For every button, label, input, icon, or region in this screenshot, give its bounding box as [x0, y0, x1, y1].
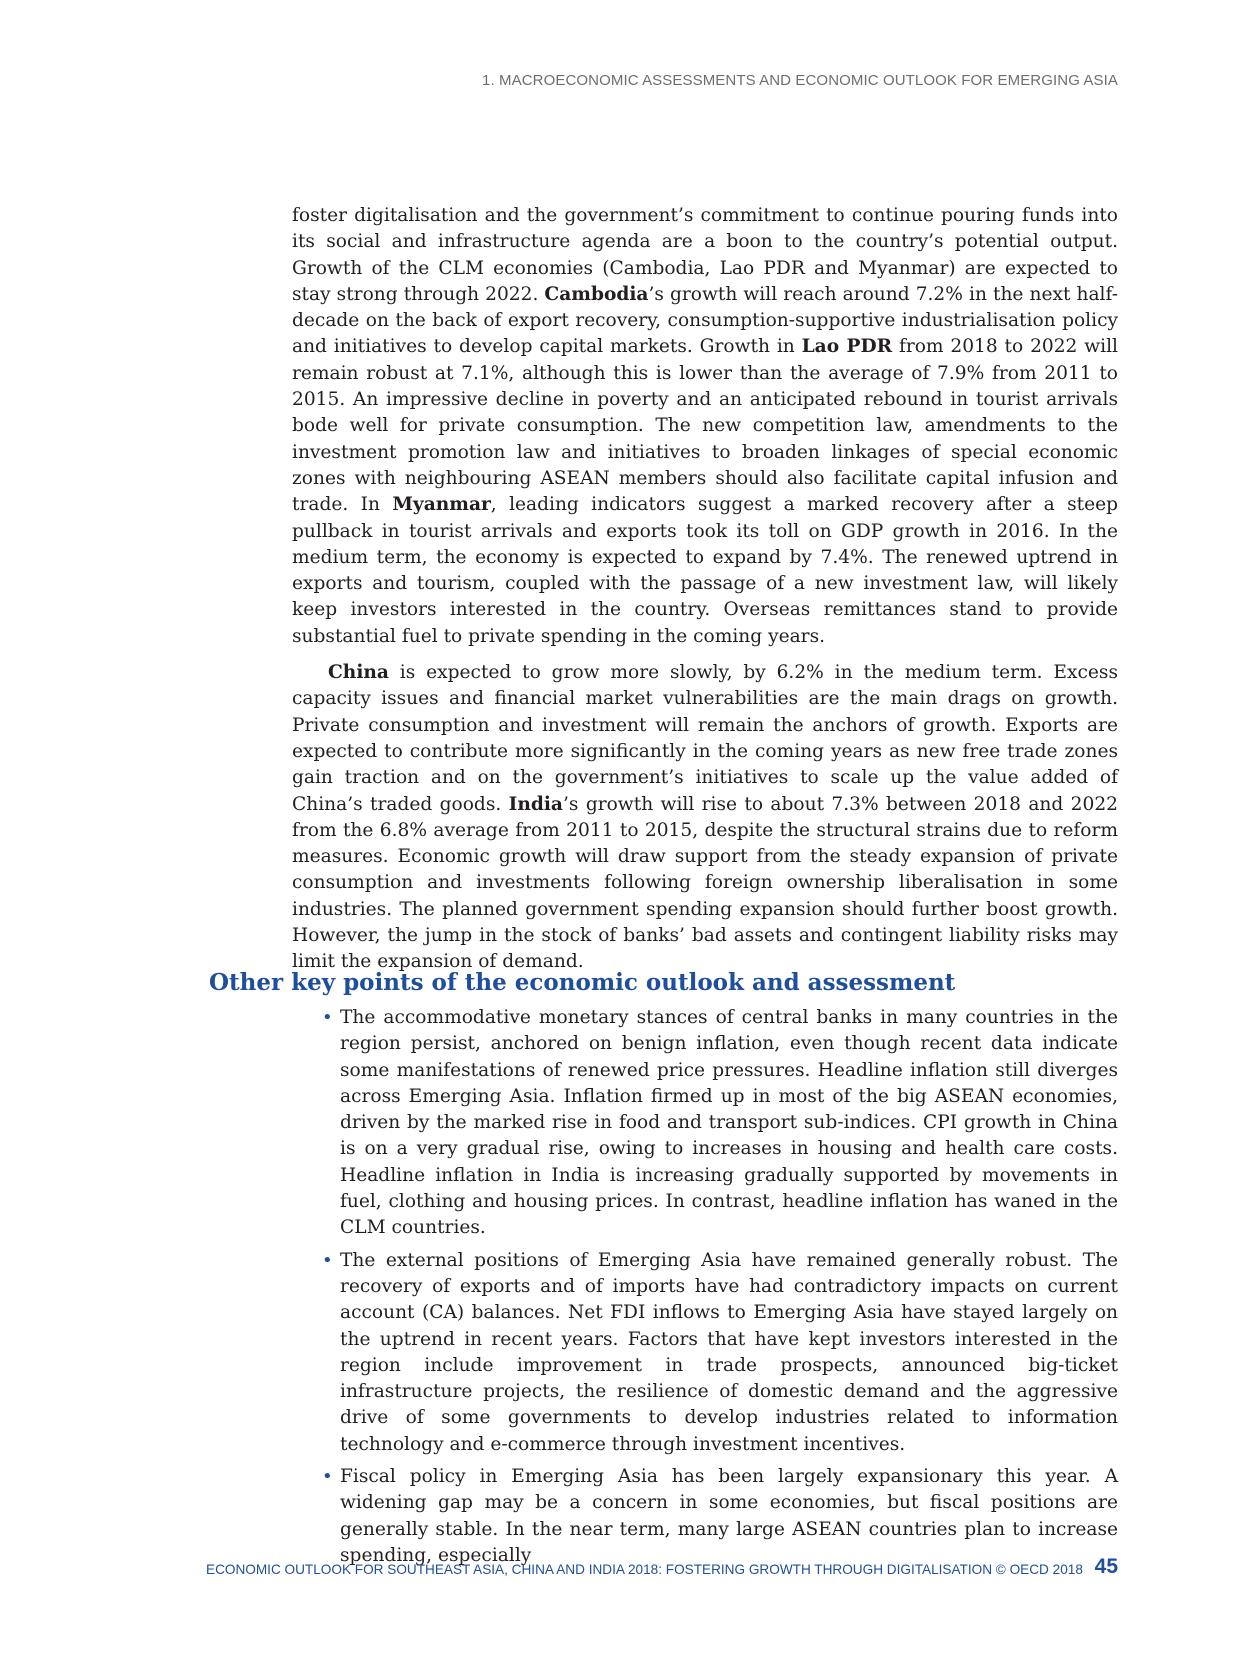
text-run: from 2018 to 2022 will remain robust at 7.1%, although this is lower than the average of 7.9% from 2011 to 2015. An impressive decline in poverty and an anticipated rebound in tourist arrivals bode well for private consumption. The new competition law, amendments to the investment promotion law and initiatives to broaden linkages of special economic zones with neighbouring ASEAN members should also facilitate capital infusion and trade. In: [292, 336, 1118, 516]
country-china: China: [328, 662, 389, 684]
running-header: 1. MACROECONOMIC ASSESSMENTS AND ECONOMIC OUTLOOK FOR EMERGING ASIA: [482, 72, 1118, 89]
country-lao-pdr: Lao PDR: [801, 336, 893, 358]
bullet-icon: •: [322, 1466, 333, 1488]
list-item: [322, 1005, 1118, 1242]
list-item-text: The accommodative monetary stances of central banks in many countries in the region persist, anchored on benign inflation, even though recent data indicate some manifestations of renewed price pressures. Headline inflation still diverges across Emerging Asia. Inflation firmed up in most of the big ASEAN economies, driven by the marked rise in food and transport sub-indices. CPI growth in China is on a very gradual rise, owing to increases in housing and health care costs. Headline inflation in India is increasing gradually supported by movements in fuel, clothing and housing prices. In contrast, headline inflation has waned in the CLM countries.: [340, 1007, 1118, 1239]
text-run: , leading indicators suggest a marked recovery after a steep pullback in tourist arrivals and exports took its toll on GDP growth in 2016. In the medium term, the economy is expected to expand by 7.4%. The renewed uptrend in exports and tourism, coupled with the passage of a new investment law, will likely keep investors interested in the country. Overseas remittances stand to provide substantial fuel to private spending in the coming years.: [292, 494, 1119, 647]
paragraph-china-india: [292, 660, 1118, 976]
page-number: 45: [1094, 1555, 1118, 1578]
bullet-icon: •: [322, 1007, 333, 1028]
list-item: [322, 1464, 1118, 1569]
list-item: [322, 1248, 1118, 1458]
key-points-list: [322, 1005, 1118, 1575]
running-footer: ECONOMIC OUTLOOK FOR SOUTHEAST ASIA, CHINA AND INDIA 2018: FOSTERING GROWTH THROUGH DIGITALISATION © OECD 2018: [206, 1562, 1083, 1577]
bullet-icon: •: [322, 1249, 333, 1271]
list-item-text: The external positions of Emerging Asia have remained generally robust. The recovery of exports and of imports have had contradictory impacts on current account (CA) balances. Net FDI inflows to Emerging Asia have stayed largely on the uptrend in recent years. Factors that have kept investors interested in the region include improvement in trade prospects, announced big-ticket infrastructure projects, the resilience of domestic demand and the aggressive drive of some governments to develop industries related to information technology and e-commerce through investment incentives.: [340, 1249, 1118, 1455]
paragraph-clm-economies: [292, 203, 1118, 650]
text-run: foster digitalisation and the government’s commitment to continue pouring funds into its social and infrastructure agenda are a boon to the country’s potential output. Growth of the CLM economies (Cambodia, Lao PDR and Myanmar) are expected to stay strong through 2022.: [292, 205, 1118, 305]
body-text: [292, 203, 1118, 976]
section-heading: Other key points of the economic outlook and assessment: [209, 969, 956, 996]
list-item-text: Fiscal policy in Emerging Asia has been largely expansionary this year. A widening gap may be a concern in some economies, but fiscal positions are generally stable. In the near term, many large ASEAN countries plan to increase spending, especially: [340, 1466, 1118, 1566]
text-run: is expected to grow more slowly, by 6.2% in the medium term. Excess capacity issues and financial market vulnerabilities are the main drags on growth. Private consumption and investment will remain the anchors of growth. Exports are expected to contribute more significantly in the coming years as new free trade zones gain traction and on the government’s initiatives to scale up the value added of China’s traded goods.: [292, 662, 1118, 815]
text-run: ’s growth will rise to about 7.3% between 2018 and 2022 from the 6.8% average from 2011 to 2015, despite the structural strains due to reform measures. Economic growth will draw support from the steady expansion of private consumption and investments following foreign ownership liberalisation in some industries. The planned government spending expansion should further boost growth. However, the jump in the stock of banks’ bad assets and contingent liability risks may limit the expansion of demand.: [292, 793, 1118, 973]
text-run: ’s growth will reach around 7.2% in the next half-decade on the back of export recovery, consumption-supportive industrialisation policy and initiatives to develop capital markets. Growth in: [292, 283, 1118, 358]
country-cambodia: Cambodia: [544, 283, 649, 305]
country-myanmar: Myanmar: [392, 494, 491, 516]
country-india: India: [508, 793, 563, 815]
